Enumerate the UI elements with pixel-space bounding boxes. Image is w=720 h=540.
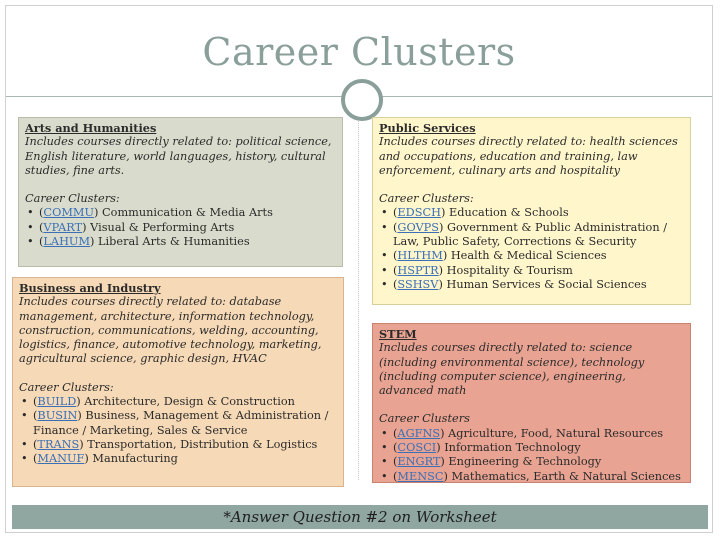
panel-public-services	[372, 117, 691, 305]
cluster-code-link[interactable]: MENSC	[397, 469, 444, 483]
list-item: • (HSPTR) Hospitality & Tourism	[379, 264, 684, 278]
clusters-label: Career Clusters:	[379, 192, 474, 206]
list-item: • (ENGRT) Engineering & Technology	[379, 455, 684, 469]
column-divider	[358, 120, 359, 480]
cluster-code-link[interactable]: TRANS	[37, 437, 80, 451]
list-item: • (MANUF) Manufacturing	[19, 452, 337, 466]
cluster-label: Business, Management & Administration / Finance / Marketing, Sales & Service	[33, 409, 329, 437]
list-item: • (MENSC) Mathematics, Earth & Natural Sciences	[379, 470, 684, 483]
clusters-label: Career Clusters	[379, 412, 470, 426]
list-item: • (LAHUM) Liberal Arts & Humanities	[25, 235, 336, 249]
cluster-label: Engineering & Technology	[444, 455, 602, 469]
cluster-label: Government & Public Administration / Law, Public Safety, Corrections & Security	[393, 220, 668, 249]
cluster-code-link[interactable]: EDSCH	[397, 206, 441, 220]
list-item: • (COSCI) Information Technology	[379, 441, 684, 455]
cluster-label: Education & Schools	[445, 206, 569, 220]
circle-ornament-icon	[341, 79, 383, 121]
list-item: • (VPART) Visual & Performing Arts	[25, 221, 336, 235]
panel-heading: Public Services	[379, 121, 476, 135]
cluster-label: Communication & Media Arts	[98, 206, 273, 220]
cluster-label: Information Technology	[440, 441, 581, 455]
list-item: • (HLTHM) Health & Medical Sciences	[379, 249, 684, 263]
footer-banner: *Answer Question #2 on Worksheet	[12, 505, 708, 529]
list-item: • (BUSIN) Business, Management & Administration / Finance / Marketing, Sales & Service	[19, 409, 337, 438]
cluster-code-link[interactable]: GOVPS	[397, 220, 440, 234]
cluster-list	[379, 206, 684, 292]
list-item: • (TRANS) Transportation, Distribution & Logistics	[19, 438, 337, 452]
list-item: • (BUILD) Architecture, Design & Construction	[19, 395, 337, 409]
panel-heading: STEM	[379, 327, 417, 341]
panel-description: Includes courses directly related to: science (including environmental science), technology (including computer science), engineering, advanced math	[379, 341, 645, 398]
cluster-label: Architecture, Design & Construction	[80, 395, 295, 409]
list-item: • (EDSCH) Education & Schools	[379, 206, 684, 220]
cluster-code-link[interactable]: VPART	[43, 220, 83, 234]
cluster-code-link[interactable]: AGFNS	[397, 426, 441, 440]
cluster-label: Manufacturing	[88, 452, 178, 466]
list-item: • (SSHSV) Human Services & Social Sciences	[379, 278, 684, 292]
list-item: • (AGFNS) Agriculture, Food, Natural Resources	[379, 427, 684, 441]
cluster-label: Mathematics, Earth & Natural Sciences	[447, 469, 681, 483]
cluster-label: Human Services & Social Sciences	[442, 277, 647, 291]
list-item: • (COMMU) Communication & Media Arts	[25, 206, 336, 220]
cluster-code-link[interactable]: BUSIN	[37, 409, 78, 423]
cluster-code-link[interactable]: ENGRT	[397, 455, 441, 469]
cluster-label: Agriculture, Food, Natural Resources	[444, 426, 664, 440]
cluster-code-link[interactable]: SSHSV	[397, 277, 439, 291]
cluster-list	[379, 427, 684, 483]
panel-stem	[372, 323, 691, 483]
page-title: Career Clusters	[202, 30, 516, 74]
cluster-label: Visual & Performing Arts	[86, 220, 235, 234]
panel-arts-humanities	[18, 117, 343, 267]
panel-heading: Business and Industry	[19, 281, 161, 295]
cluster-list	[19, 395, 337, 466]
cluster-label: Liberal Arts & Humanities	[94, 235, 250, 249]
cluster-label: Hospitality & Tourism	[443, 263, 573, 277]
cluster-code-link[interactable]: LAHUM	[43, 235, 91, 249]
list-item: • (GOVPS) Government & Public Administration / Law, Public Safety, Corrections & Security	[379, 221, 684, 250]
panel-business-industry	[12, 277, 344, 487]
cluster-label: Transportation, Distribution & Logistics	[83, 437, 318, 451]
cluster-list	[25, 206, 336, 249]
cluster-code-link[interactable]: COSCI	[397, 441, 437, 455]
panel-heading: Arts and Humanities	[25, 121, 157, 135]
cluster-code-link[interactable]: HSPTR	[397, 263, 439, 277]
cluster-code-link[interactable]: BUILD	[37, 395, 77, 409]
panel-description: Includes courses directly related to: political science, English literature, world languages, history, cultural studies, fine arts.	[25, 135, 332, 177]
cluster-code-link[interactable]: HLTHM	[397, 249, 443, 263]
cluster-label: Health & Medical Sciences	[447, 249, 607, 263]
cluster-code-link[interactable]: COMMU	[43, 206, 94, 220]
clusters-label: Career Clusters:	[25, 192, 120, 206]
panel-description: Includes courses directly related to: health sciences and occupations, education and training, law enforcement, culinary arts and hospitality	[379, 135, 678, 177]
panel-description: Includes courses directly related to: database management, architecture, information technology, construction, communications, welding, accounting, logistics, finance, automotive technology, marketing, agricultural science, graphic design, HVAC	[19, 295, 322, 366]
cluster-code-link[interactable]: MANUF	[37, 452, 85, 466]
clusters-label: Career Clusters:	[19, 380, 114, 394]
